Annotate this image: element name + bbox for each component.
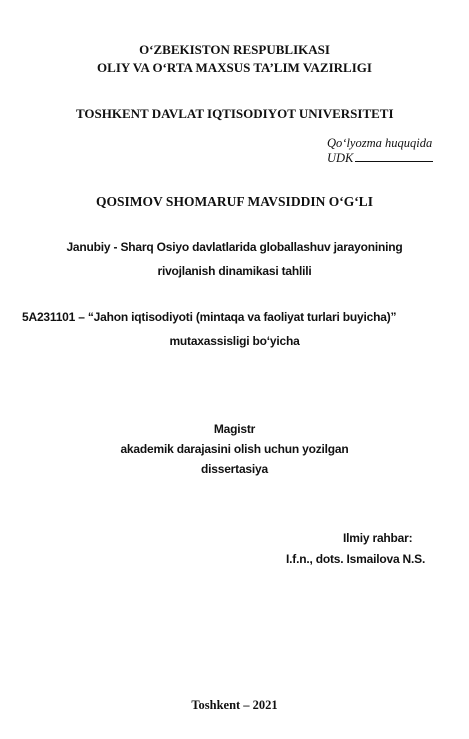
thesis-title-line-2: rivojlanish dinamikasi tahlili	[157, 264, 312, 278]
thesis-title-line-1: Janubiy - Sharq Osiyo davlatlarida globallashuv jarayonining	[66, 240, 403, 254]
author-name: QOSIMOV SHOMARUF MAVSIDDIN O‘G‘LI	[96, 194, 373, 209]
ministry-heading: OLIY VA O‘RTA MAXSUS TA’LIM VAZIRLIGI	[97, 60, 372, 75]
supervisor-label: Ilmiy rahbar:	[343, 531, 413, 545]
republic-heading: O‘ZBEKISTON RESPUBLIKASI	[139, 42, 330, 57]
udk-label: UDK	[327, 151, 354, 165]
degree-line-2: akademik darajasini olish uchun yozilgan	[120, 442, 349, 456]
udk-blank-line	[355, 161, 433, 162]
university-heading: TOSHKENT DAVLAT IQTISODIYOT UNIVERSITETI	[76, 106, 394, 121]
degree-line-3: dissertasiya	[201, 462, 268, 476]
udk-row	[327, 151, 433, 166]
supervisor-name: I.f.n., dots. Ismailova N.S.	[286, 552, 426, 566]
specialty-line-1: 5A231101 – “Jahon iqtisodiyoti (mintaqa va faoliyat turlari buyicha)”	[22, 310, 397, 324]
degree-line-1: Magistr	[213, 422, 256, 436]
footer-city-year: Toshkent – 2021	[191, 698, 278, 712]
manuscript-rights-label: Qo‘lyozma huquqida	[327, 136, 433, 150]
specialty-line-2: mutaxassisligi bo‘yicha	[169, 334, 300, 348]
